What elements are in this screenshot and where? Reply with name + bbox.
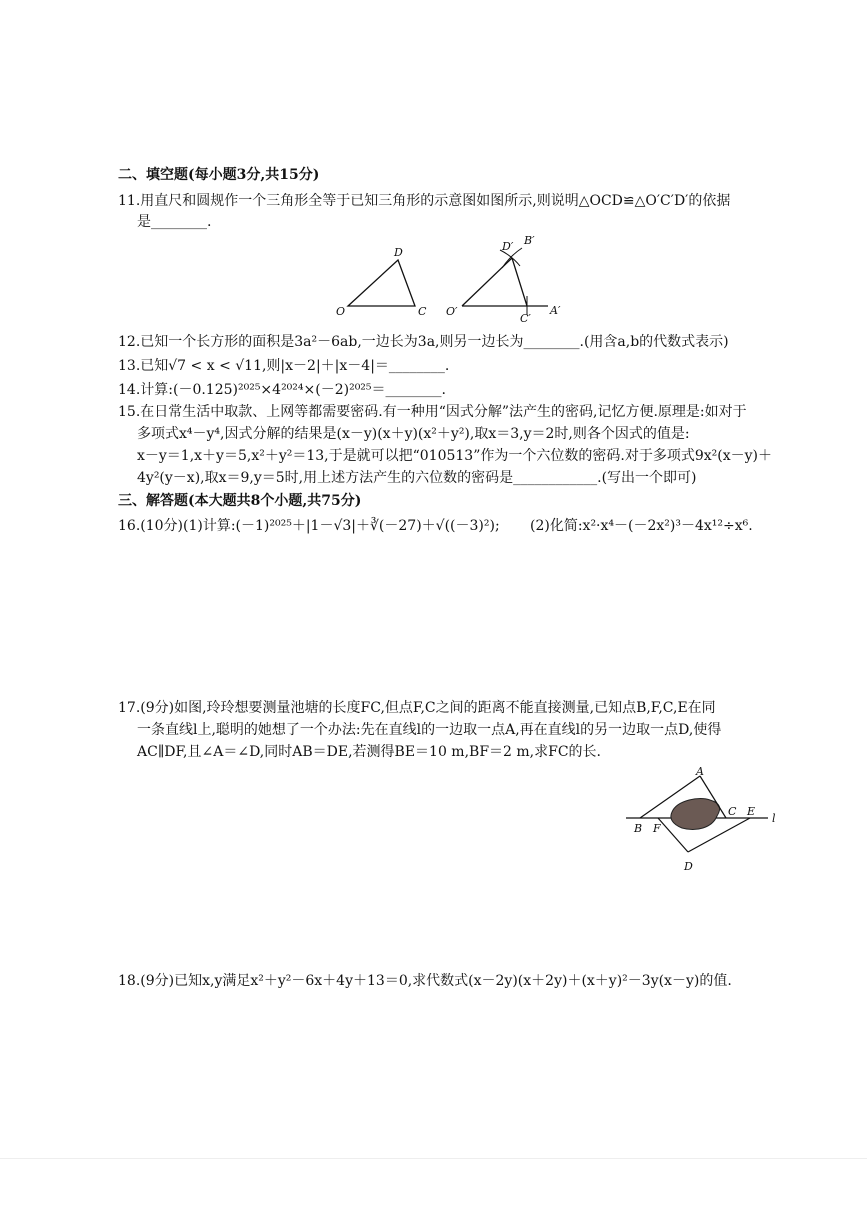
label-f: F	[653, 822, 661, 835]
q15-line3: x－y＝1,x＋y＝5,x²＋y²＝13,于是就可以把“010513”作为一个六位数的密码.对于多项式9x²(x－y)＋	[137, 448, 772, 464]
label-o: O	[336, 305, 346, 318]
label-c-prime: C′	[520, 312, 531, 322]
label-b-prime: B′	[524, 236, 535, 247]
q17-line1: 17.(9分)如图,玲玲想要测量池塘的长度FC,但点F,C之间的距离不能直接测量,已知点B,F,C,E在同	[118, 700, 716, 716]
q15-line4: 4y²(y－x),取x＝9,y＝5时,用上述方法产生的六位数的密码是____________.(写出一个即可)	[137, 470, 697, 486]
label-c: C	[418, 305, 427, 318]
label-e: E	[747, 805, 756, 818]
label-d-prime: D′	[502, 240, 514, 253]
q13: 13.已知√7 < x < √11,则|x－2|＋|x－4|＝________.	[118, 358, 450, 374]
pond	[671, 799, 720, 830]
label-b: B	[634, 822, 643, 835]
q12: 12.已知一个长方形的面积是3a²－6ab,一边长为3a,则另一边长为________.(用含a,b的代数式表示)	[118, 334, 729, 350]
triangle-ocd	[336, 246, 427, 318]
triangle-o-prime	[446, 236, 561, 322]
q11-figure	[330, 236, 580, 322]
q18: 18.(9分)已知x,y满足x²＋y²－6x＋4y＋13＝0,求代数式(x－2y)(x＋2y)＋(x＋y)²－3y(x－y)的值.	[118, 973, 732, 989]
label-o-prime: O′	[446, 305, 458, 318]
label-l: l	[772, 812, 776, 825]
label-a: A	[696, 766, 704, 778]
q15-line2: 多项式x⁴－y⁴,因式分解的结果是(x－y)(x＋y)(x²＋y²),取x＝3,y＝2时,则各个因式的值是:	[137, 426, 690, 442]
q17-figure	[622, 766, 782, 876]
q14: 14.计算:(－0.125)²⁰²⁵×4²⁰²⁴×(－2)²⁰²⁵＝________.	[118, 382, 446, 398]
q16-part1: 16.(10分)(1)计算:(－1)²⁰²⁵＋|1－√3|＋∛(－27)＋√((－3)²);	[118, 518, 500, 534]
q17-line2: 一条直线l上,聪明的她想了一个办法:先在直线l的一边取一点A,再在直线l的另一边取一点D,使得	[137, 722, 722, 738]
q11-line1: 11.用直尺和圆规作一个三角形全等于已知三角形的示意图如图所示,则说明△OCD≌△O′C′D′的依据	[118, 193, 731, 209]
q15-line1: 15.在日常生活中取款、上网等都需要密码.有一种用“因式分解”法产生的密码,记忆方便.原理是:如对于	[118, 404, 747, 420]
q17-line3: AC∥DF,且∠A＝∠D,同时AB＝DE,若测得BE＝10 m,BF＝2 m,求FC的长.	[137, 744, 601, 760]
q16-part2: (2)化简:x²·x⁴－(－2x²)³－4x¹²÷x⁶.	[530, 518, 753, 534]
section2-heading: 二、填空题(每小题3分,共15分)	[118, 167, 320, 183]
label-d: D	[394, 246, 403, 259]
page-bottom-rule	[0, 1158, 867, 1159]
section3-heading: 三、解答题(本大题共8个小题,共75分)	[118, 493, 362, 509]
label-a-prime: A′	[550, 304, 561, 317]
q11-line2: 是________.	[137, 214, 212, 230]
label-c: C	[728, 805, 737, 818]
label-d: D	[684, 860, 693, 873]
